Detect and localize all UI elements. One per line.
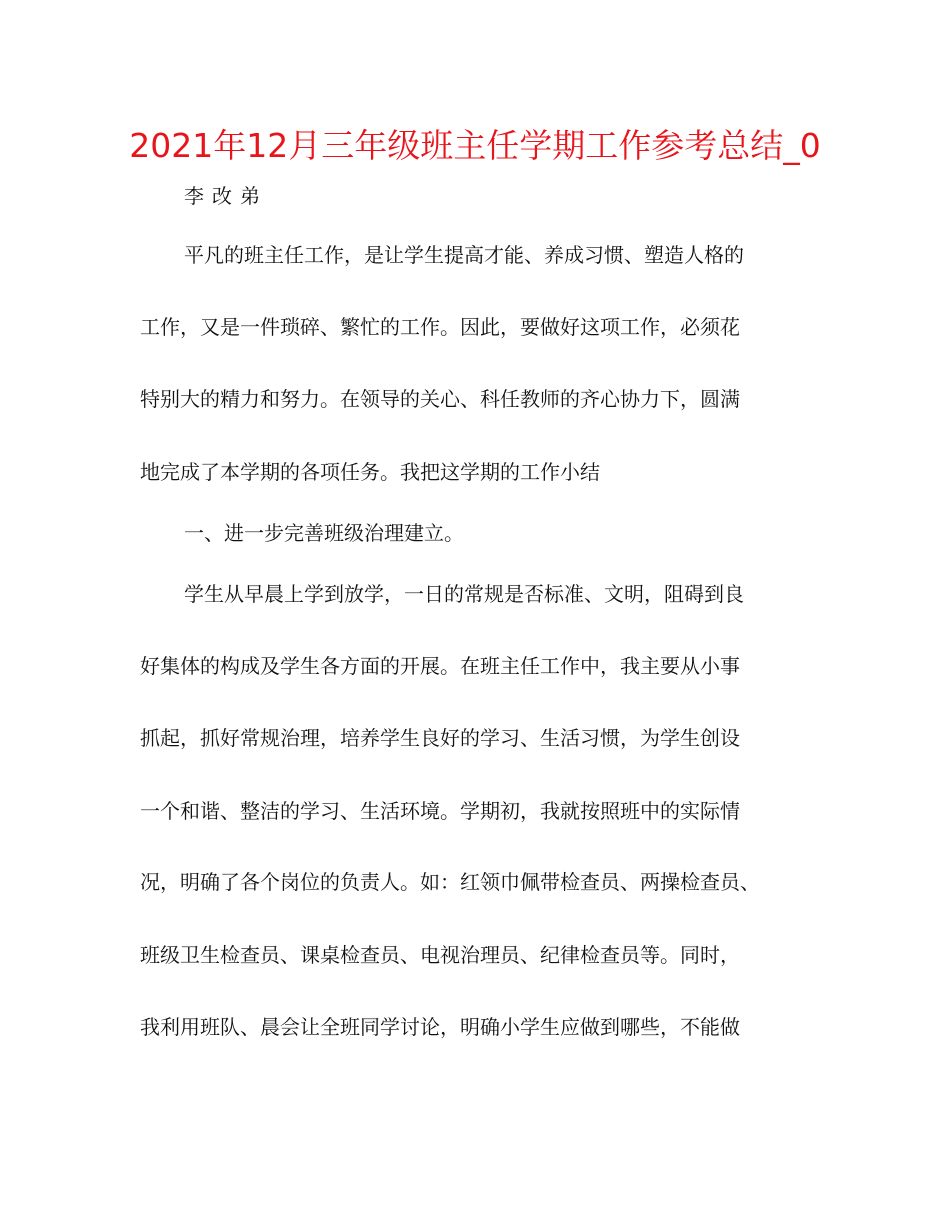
paragraph-line: 工作，又是一件琐碎、繁忙的工作。因此，要做好这项工作，必须花 bbox=[140, 315, 740, 339]
paragraph-line: 抓起，抓好常规治理，培养学生良好的学习、生活习惯，为学生创设 bbox=[140, 726, 740, 750]
document-title: 2021年12月三年级班主任学期工作参考总结_0 bbox=[129, 126, 821, 165]
paragraph-line: 好集体的构成及学生各方面的开展。在班主任工作中，我主要从小事 bbox=[140, 654, 740, 678]
paragraph-line: 班级卫生检查员、课桌检查员、电视治理员、纪律检查员等。同时， bbox=[140, 943, 740, 967]
paragraph-line: 我利用班队、晨会让全班同学讨论，明确小学生应做到哪些，不能做 bbox=[140, 1015, 740, 1039]
section-heading: 一、进一步完善班级治理建立。 bbox=[184, 521, 464, 545]
paragraph-line: 平凡的班主任工作，是让学生提高才能、养成习惯、塑造人格的 bbox=[184, 243, 744, 267]
author-name: 李改弟 bbox=[184, 184, 268, 208]
paragraph-line: 一个和谐、整洁的学习、生活环境。学期初，我就按照班中的实际情 bbox=[140, 799, 740, 823]
paragraph-line: 况，明确了各个岗位的负责人。如：红领巾佩带检查员、两操检查员、 bbox=[140, 870, 760, 894]
paragraph-line: 地完成了本学期的各项任务。我把这学期的工作小结 bbox=[140, 460, 600, 484]
paragraph-line: 特别大的精力和努力。在领导的关心、科任教师的齐心协力下，圆满 bbox=[140, 387, 740, 411]
paragraph-line: 学生从早晨上学到放学，一日的常规是否标准、文明，阻碍到良 bbox=[184, 582, 744, 606]
